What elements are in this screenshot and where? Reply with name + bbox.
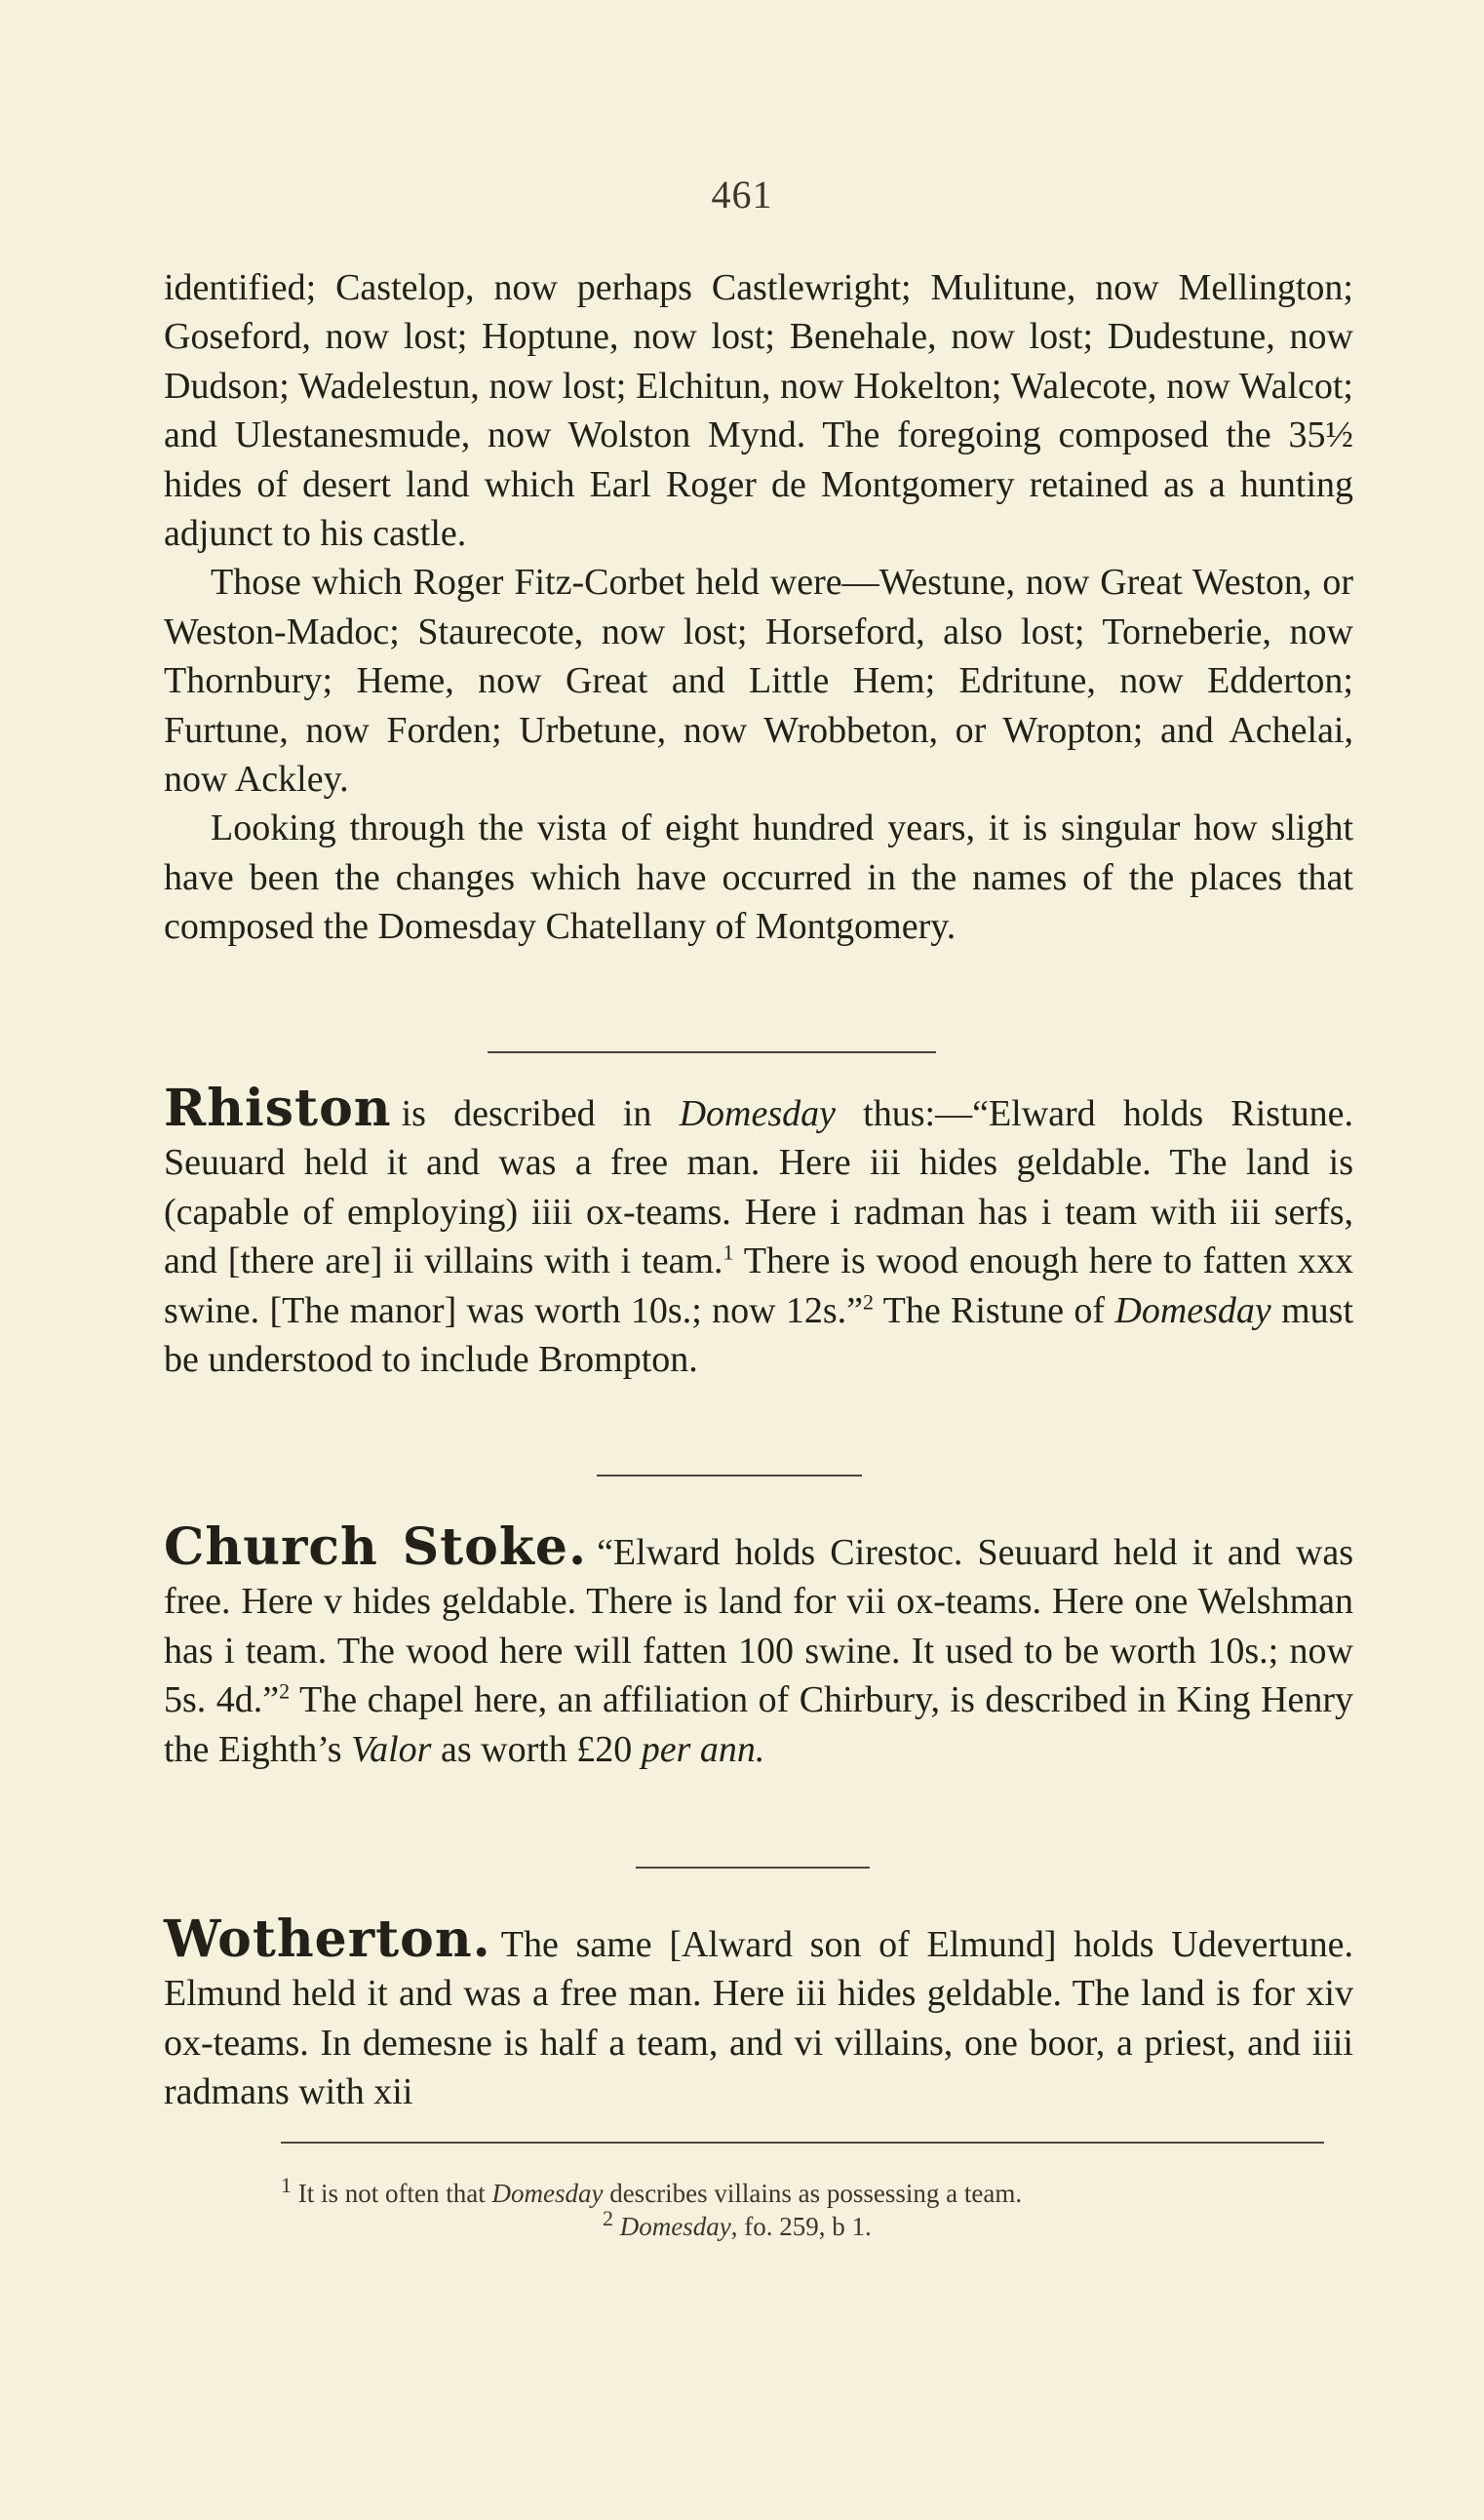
footnote-ref: 2 [862, 1288, 874, 1314]
section-divider [636, 1867, 870, 1869]
footnote-1: $^1$ It is not often that Domesday describes villains as possessing a team. [281, 2173, 1023, 2208]
paragraph-looking-through: Looking through the vista of eight hundred years, it is singular how slight have been the changes which have occurred in the names of the places that composed the Domesday Chatellany of Montgomery. [164, 807, 1353, 948]
section-rhiston: Rhiston is described in Domesday thus:—“Elward holds Ristune. Seuuard held it and was a free man. Here iii hides geldable. The land is (capable of employing) iiii ox-teams. Here i radman has i team with iii serfs, and [there are] ii villains with i team.$^1$ There is wood enough here to fatten xxx swine. [The manor] was worth 10s.; now 12s.”$^2$ The Ristune of Domesday must be understood to include Brompton. [164, 1079, 1354, 1381]
footnote-ref: 1 [722, 1240, 734, 1265]
opening-text [164, 263, 1353, 952]
heading-rhiston: Rhiston [164, 1079, 392, 1138]
paragraph-fitz-corbet: Those which Roger Fitz-Corbet held were—Westune, now Great Weston, or Weston-Madoc; Staurecote, now lost; Horseford, also lost; Torneberie, now Thornbury; Heme, now Great and Little Hem; Edritune, now Edderton; Furtune, now Forden; Urbetune, now Wrobbeton, or Wropton; and Achelai, now Ackley. [164, 562, 1353, 801]
heading-wotherton: Wotherton. [164, 1910, 491, 1969]
section-divider [488, 1051, 936, 1053]
footnote-ref: 2 [279, 1678, 291, 1704]
heading-church-stoke: Church Stoke. [164, 1517, 588, 1577]
section-church-stoke: Church Stoke. “Elward holds Cirestoc. Seuuard held it and was free. Here v hides geldable. There is land for vii ox-teams. Here one Welshman has i team. The wood here will fatten 100 swine. It used to be worth 10s.; now 5s. 4d.”$^2$ The chapel here, an affiliation of Chirbury, is described in King Henry the Eighth’s Valor as worth £20 per ann. [164, 1517, 1354, 1770]
section-divider [597, 1475, 862, 1477]
footnote-2: $^2$ Domesday, fo. 259, b 1. [603, 2206, 872, 2241]
page-number: 461 [711, 173, 773, 217]
section-wotherton: Wotherton. The same [Alward son of Elmund] holds Udevertune. Elmund held it and was a free man. Here iii hides geldable. The land is for xiv ox-teams. In demesne is half a team, and vi villains, one boor, a priest, and iiii radmans with xii [164, 1910, 1353, 2113]
footnote-rule [281, 2142, 1324, 2144]
paragraph-identified: identified; Castelop, now perhaps Castlewright; Mulitune, now Mellington; Goseford, now lost; Hoptune, now lost; Benehale, now lost; Dudestune, now Dudson; Wadelestun, now lost; Elchitun, now Hokelton; Walecote, now Walcot; and Ulestanesmude, now Wolston Mynd. The foregoing composed the 35½ hides of desert land which Earl Roger de Montgomery retained as a hunting adjunct to his castle. [164, 267, 1353, 555]
footnotes [281, 2173, 1295, 2243]
